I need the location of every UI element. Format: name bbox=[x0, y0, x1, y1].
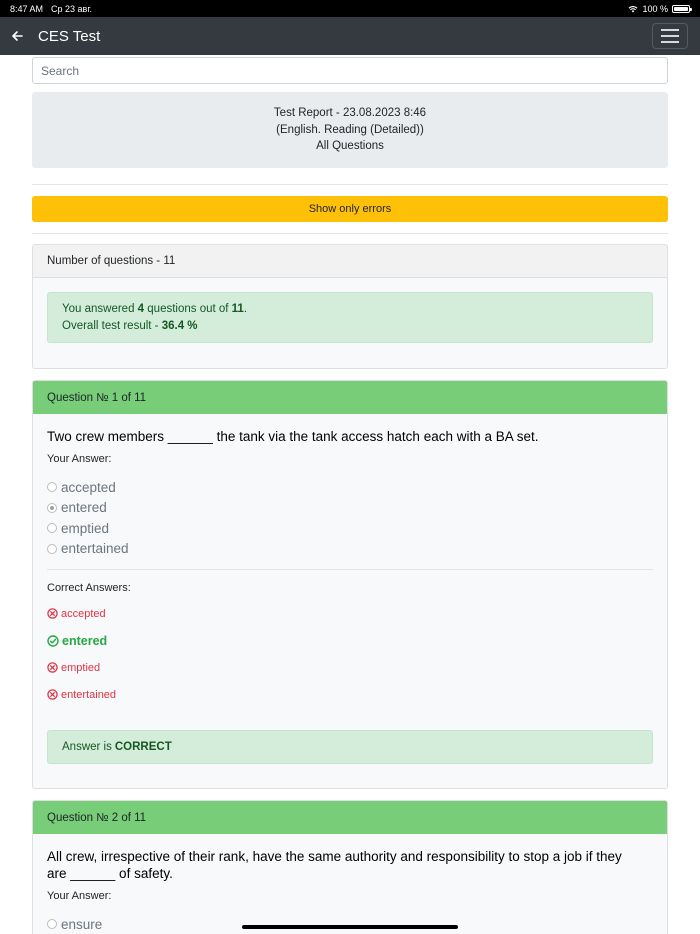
radio-icon bbox=[47, 523, 57, 533]
option-label: entered bbox=[61, 500, 107, 516]
answered-prefix: You answered bbox=[62, 303, 138, 315]
menu-button[interactable] bbox=[652, 23, 688, 49]
answer-item bbox=[47, 600, 653, 627]
divider bbox=[32, 184, 668, 185]
option-item[interactable] bbox=[47, 498, 653, 519]
answer-result-value: CORRECT bbox=[114, 740, 172, 753]
question-header: Question № 1 of 11 bbox=[33, 381, 667, 414]
answered-count: 4 bbox=[137, 303, 145, 315]
result-line bbox=[62, 318, 638, 335]
answer-item bbox=[47, 681, 653, 708]
answer-item bbox=[47, 654, 653, 681]
back-button[interactable] bbox=[0, 30, 34, 42]
battery-icon bbox=[672, 5, 690, 13]
x-circle-icon bbox=[47, 608, 58, 619]
home-indicator[interactable] bbox=[242, 925, 458, 929]
hamburger-line bbox=[661, 41, 679, 43]
battery-percent: 100 % bbox=[642, 3, 668, 14]
arrow-left-icon bbox=[11, 30, 23, 42]
correct-answers-label: Correct Answers: bbox=[47, 582, 131, 594]
your-answer-label: Your Answer: bbox=[47, 453, 112, 465]
option-label: ensure bbox=[61, 916, 103, 932]
summary-card bbox=[32, 244, 668, 369]
your-answer-label: Your Answer: bbox=[47, 890, 112, 902]
total-count: 11 bbox=[231, 303, 244, 315]
result-prefix: Overall test result - bbox=[62, 319, 162, 332]
answered-suffix: . bbox=[243, 303, 248, 315]
answered-middle: questions out of bbox=[144, 303, 232, 315]
answer-label: entertained bbox=[61, 688, 117, 701]
report-panel bbox=[32, 92, 668, 168]
question-card bbox=[32, 800, 668, 934]
status-bar bbox=[0, 0, 700, 17]
answer-result-prefix: Answer is bbox=[62, 740, 112, 753]
answer-label: emptied bbox=[61, 661, 101, 674]
hamburger-icon bbox=[661, 29, 679, 31]
main-content bbox=[32, 57, 668, 934]
divider bbox=[47, 569, 653, 570]
answer-result-alert bbox=[47, 730, 653, 764]
show-only-errors-button[interactable]: Show only errors bbox=[32, 196, 668, 222]
report-scope: All Questions bbox=[316, 140, 384, 153]
answer-label: accepted bbox=[61, 607, 106, 620]
radio-checked-icon bbox=[47, 503, 57, 513]
correct-answers-list bbox=[47, 600, 653, 708]
x-circle-icon bbox=[47, 662, 58, 673]
divider bbox=[32, 233, 668, 234]
answered-line bbox=[62, 301, 638, 318]
x-circle-icon bbox=[47, 689, 58, 700]
option-label: emptied bbox=[61, 520, 110, 536]
wifi-icon bbox=[628, 5, 638, 13]
question-text: Two crew members ______ the tank via the tank access hatch each with a BA set. bbox=[47, 429, 539, 444]
option-item[interactable] bbox=[47, 539, 653, 560]
app-title: CES Test bbox=[38, 27, 101, 45]
app-bar bbox=[0, 17, 700, 55]
options-list bbox=[47, 914, 653, 934]
radio-icon bbox=[47, 482, 57, 492]
question-text bbox=[47, 848, 653, 882]
option-item[interactable] bbox=[47, 477, 653, 498]
option-item[interactable] bbox=[47, 914, 653, 934]
result-value: 36.4 % bbox=[161, 319, 198, 332]
radio-icon bbox=[47, 544, 57, 554]
summary-header: Number of questions - 11 bbox=[33, 245, 667, 278]
question-header: Question № 2 of 11 bbox=[33, 801, 667, 834]
question-text-line: are ______ of safety. bbox=[47, 866, 173, 881]
answer-item bbox=[47, 627, 653, 654]
options-list bbox=[47, 477, 653, 559]
status-date: Ср 23 авг. bbox=[51, 3, 93, 14]
option-label: entertained bbox=[61, 541, 129, 557]
search-input[interactable] bbox=[32, 57, 668, 84]
status-time: 8:47 AM bbox=[10, 3, 44, 14]
radio-icon bbox=[47, 919, 57, 929]
report-title: Test Report - 23.08.2023 8:46 bbox=[273, 107, 427, 120]
answer-label: entered bbox=[62, 633, 108, 648]
hamburger-line bbox=[661, 35, 679, 37]
summary-alert bbox=[47, 292, 653, 343]
option-item[interactable] bbox=[47, 518, 653, 539]
question-text-line: All crew, irrespective of their rank, have the same authority and responsibility to stop a job if they bbox=[47, 849, 622, 864]
report-subject: (English. Reading (Detailed)) bbox=[276, 123, 424, 136]
check-circle-icon bbox=[47, 635, 59, 647]
question-card bbox=[32, 380, 668, 789]
option-label: accepted bbox=[61, 479, 116, 495]
